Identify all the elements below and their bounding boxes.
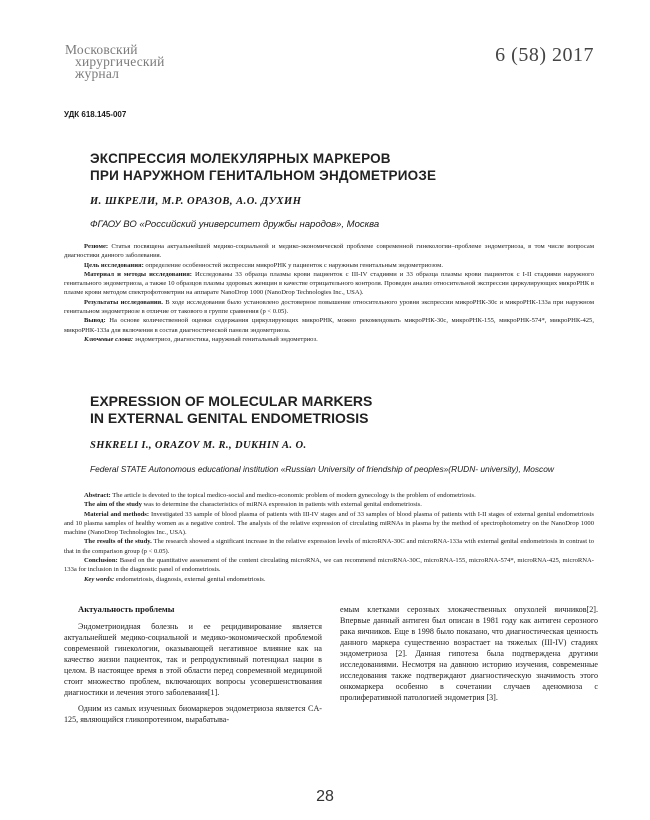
abstract-ru — [64, 242, 594, 344]
journal-logo-line1: Московский — [65, 42, 138, 57]
abstract-ru-paragraph — [64, 270, 594, 298]
abstract-en-keywords — [64, 575, 594, 584]
abstract-ru-label: Ключевые слова: — [84, 335, 134, 343]
body-paragraph: Одним из самых изученных биомаркеров эндометриоза является CA-125, являющийся гликопротеином, вырабатыва- — [64, 704, 322, 724]
abstract-en-paragraph — [64, 510, 594, 538]
abstract-en-paragraph — [64, 556, 594, 575]
abstract-en-label: The results of the study. — [84, 538, 152, 546]
abstract-ru-label: Резюме: — [84, 243, 109, 250]
abstract-en-paragraph — [64, 500, 594, 509]
abstract-en-paragraph — [64, 537, 594, 556]
journal-logo-line2: хирургический — [75, 54, 165, 69]
abstract-ru-label: Цель исследования: — [84, 261, 144, 269]
abstract-en-text: Investigated 33 sample of blood plasma of patients with III-IV stages and of 33 samples of blood plasma of patients with I-II stages of external genital endometriosis and 10 plasma samples of healthy women as a negative control. The analysis of the relative expression of circulating miRNAs in plasma by the method of spectrophotometry on the NanoDrop 1000 machine (NanoDrop Technologies Inc., USA). — [64, 510, 594, 537]
abstract-ru-text: На основе количественной оценки содержания циркулирующих микроРНК, можно рекомендовать микроРНК-30c, микроРНК-155, микроРНК-574*, микроРНК-425, микроРНК-133a для включения в состав диагностической панели эндометриоза. — [64, 317, 594, 334]
article-title-en-line1: EXPRESSION OF MOLECULAR MARKERS — [90, 393, 373, 409]
abstract-ru-label: Материал и методы исследования: — [84, 270, 192, 278]
abstract-ru-paragraph — [64, 316, 594, 335]
abstract-ru-paragraph — [64, 261, 594, 270]
abstract-en-label: Conclusion: — [84, 557, 118, 565]
abstract-en-label: The aim of the study — [84, 501, 142, 509]
abstract-en-label: Material and methods: — [84, 510, 150, 518]
udk-code: УДК 618.145-007 — [64, 110, 127, 119]
abstract-en-text: The research showed a significant increase in the relative expression levels of microRNA-30C and microRNA-133a with external genital endometriosis in contrast to that in the comparison group (p < 0.05). — [64, 538, 595, 555]
issue-number: 6 (58) 2017 — [495, 44, 594, 66]
abstract-ru-text: В ходе исследования было установлено достоверное повышение относительного уровня экспрессии микроРНК-30c и микроРНК-133a при наружном генитальном эндометриозе в отличие от такового в группе сравнения (p < 0.05). — [64, 298, 594, 316]
abstract-en-text: Based on the quantitative assessment of the content circulating microRNA, we can recommend microRNA-30C, microRNA-155, microRNA-574*, microRNA-425, microRNA-133a for inclusion in the diagnostic panel of endometriosis. — [64, 557, 594, 574]
article-title-ru-line1: ЭКСПРЕССИЯ МОЛЕКУЛЯРНЫХ МАРКЕРОВ — [90, 151, 391, 166]
journal-logo — [65, 44, 205, 80]
page-number: 28 — [316, 788, 334, 805]
authors-en: SHKRELI I., ORAZOV M. R., DUKHIN A. O. — [90, 440, 307, 451]
body-column-left — [64, 604, 322, 725]
journal-logo-line3: журнал — [75, 66, 120, 81]
body-paragraph: Эндометриоидная болезнь и ее рецидивирование является актуальнейшей медико-социальной и медико-экономической проблемой современной гинекологии, оказывающей негативное влияние как на качество жизни пациенток, так и репродуктивный потенциал нации в целом. В настоящее время в этой области перед современной медициной стоит множество проблем, включающих вопросы усовершенствования диагностики и лечения этого заболевания[1]. — [64, 622, 322, 697]
abstract-en-text: The article is devoted to the topical medico-social and medico-economic problem of modern gynecology is the problem of endometriosis. — [110, 492, 476, 499]
article-title-en-line2: IN EXTERNAL GENITAL ENDOMETRIOSIS — [90, 410, 369, 426]
abstract-ru-text: Исследованы 33 образца плазмы крови пациенток с III-IV стадиями и 33 образца плазмы крови пациенток с I-II стадиями наружного генитального эндометриоза, а также 10 образцов плазмы здоровых женщин в качестве отрицательного контроля. Проведен анализ относительной экспрессии циркулирующих микроРНК в плазме крови методом спектрофотометрии на аппарате NanoDrop 1000 (NanoDrop Technologies Inc., USA). — [64, 270, 594, 297]
abstract-en-text: was to determine the characteristics of miRNA expression in patients with external genital endometriosis. — [141, 501, 422, 509]
abstract-en — [64, 491, 594, 584]
authors-ru: И. ШКРЕЛИ, М.Р. ОРАЗОВ, А.О. ДУХИН — [90, 196, 302, 207]
abstract-ru-text: Статья посвящена актуальнейшей медико-социальной и медико-экономической проблеме современной гинекологии–проблеме эндометриоза, в том числе вопросам диагностики данного заболевания. — [64, 243, 594, 260]
abstract-ru-label: Результаты исследования. — [84, 298, 163, 306]
abstract-en-label: Abstract: — [84, 492, 111, 499]
body-column-right — [340, 604, 598, 703]
abstract-ru-label: Вывод: — [84, 317, 106, 325]
article-title-ru — [90, 150, 570, 184]
abstract-en-label: Key words: — [84, 575, 115, 583]
abstract-ru-text: эндометриоз, диагностика, наружный генитальный эндометриоз. — [133, 335, 318, 343]
abstract-en-text: endometriosis, diagnosis, external genital endometriosis. — [114, 575, 266, 583]
affiliation-en: Federal STATE Autonomous educational institution «Russian University of friendship of peoples»(RUDN- university), Moscow — [90, 464, 554, 474]
abstract-ru-keywords — [64, 335, 594, 344]
body-paragraph: емым клетками серозных злокачественных опухолей яичников[2]. Впервые данный антиген был описан в 1981 году как антиген серозного рака яичников. Еще в 1998 было показано, что диагностическая ценность данного маркера существенно возрастает на тяжелых (III-IV) стадиях эндометриоза [2]. Данная гипотеза была подтверждена другими исследованиями. Несмотря на давнюю историю изучения, современные исследования также подтверждают диагностическую значимость этого онкомаркера особенно в сочетании случаев аденомиоза с пролиферативной патологией эндометрия [3]. — [340, 605, 598, 702]
article-title-en — [90, 393, 570, 427]
affiliation-ru: ФГАОУ ВО «Российский университет дружбы народов», Москва — [90, 219, 380, 230]
article-title-ru-line2: ПРИ НАРУЖНОМ ГЕНИТАЛЬНОМ ЭНДОМЕТРИОЗЕ — [90, 168, 437, 183]
abstract-ru-text: определение особенностей экспрессии микроРНК у пациенток с наружным генитальным эндометриозом. — [143, 261, 443, 269]
section-heading: Актуальность проблемы — [78, 604, 175, 614]
abstract-ru-paragraph — [64, 298, 594, 317]
abstract-en-paragraph — [64, 491, 594, 500]
abstract-ru-paragraph — [64, 242, 594, 261]
